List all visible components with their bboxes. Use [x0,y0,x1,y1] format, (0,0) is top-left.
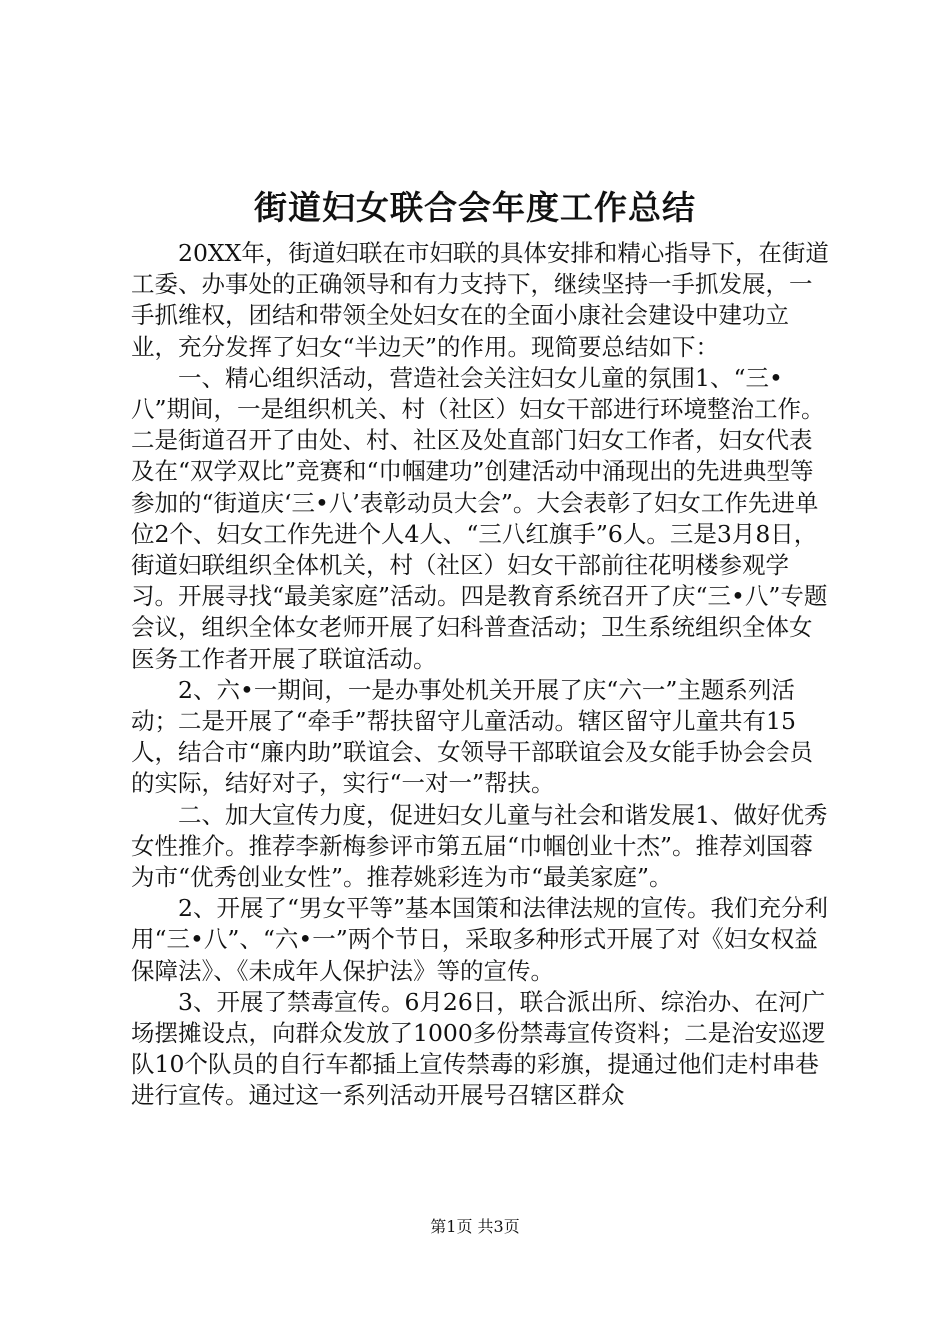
document-title: 街道妇女联合会年度工作总结 [254,188,696,227]
paragraph-section-2: 二、加大宣传力度，促进妇女儿童与社会和谐发展1、做好优秀女性推介。推荐李新梅参评市第五届“巾帼创业十杰”。推荐刘国蓉为市“优秀创业女性”。推荐姚彩连为市“最美家庭”。 [131,800,828,892]
paragraph-section-1: 一、精心组织活动，营造社会关注妇女儿童的氛围1、“三•八”期间，一是组织机关、村（社区）妇女干部进行环境整治工作。二是街道召开了由处、村、社区及处直部门妇女工作者，妇女代表及在“双学双比”竞赛和“巾帼建功”创建活动中涌现出的先进典型等参加的“街道庆‘三•八’表彰动员大会”。大会表彰了妇女工作先进单位2个、妇女工作先进个人4人、“三八红旗手”6人。三是3月8日，街道妇联组织全体机关，村（社区）妇女干部前往花明楼参观学习。开展寻找“最美家庭”活动。四是教育系统召开了庆“三•八”专题会议，组织全体女老师开展了妇科普查活动；卫生系统组织全体女医务工作者开展了联谊活动。 [131,363,828,673]
paragraph-section-2-item-3: 3、开展了禁毒宣传。6月26日，联合派出所、综治办、在河广场摆摊设点，向群众发放了1000多份禁毒宣传资料；二是治安巡逻队10个队员的自行车都插上宣传禁毒的彩旗，提通过他们走村串巷进行宣传。通过这一系列活动开展号召辖区群众 [131,987,826,1110]
paragraph-section-2-item-2: 2、开展了“男女平等”基本国策和法律法规的宣传。我们充分利用“三•八”、“六•一”两个节日，采取多种形式开展了对《妇女权益保障法》、《未成年人保护法》等的宣传。 [131,894,828,985]
paragraph-intro: 20XX年，街道妇联在市妇联的具体安排和精心指导下，在街道工委、办事处的正确领导和有力支持下，继续坚持一手抓发展，一手抓维权，团结和带领全处妇女在的全面小康社会建设中建功立业，充分发挥了妇女“半边天”的作用。现简要总结如下： [131,239,829,361]
paragraph-section-1-item-2: 2、六•一期间，一是办事处机关开展了庆“六一”主题系列活动；二是开展了“牵手”帮扶留守儿童活动。辖区留守儿童共有15人，结合市“廉内助”联谊会、女领导干部联谊会及女能手协会会员的实际，结好对子，实行“一对一”帮扶。 [131,675,814,798]
document-body [131,238,831,1112]
page-footer: 第1页 共3页 [430,1217,520,1236]
